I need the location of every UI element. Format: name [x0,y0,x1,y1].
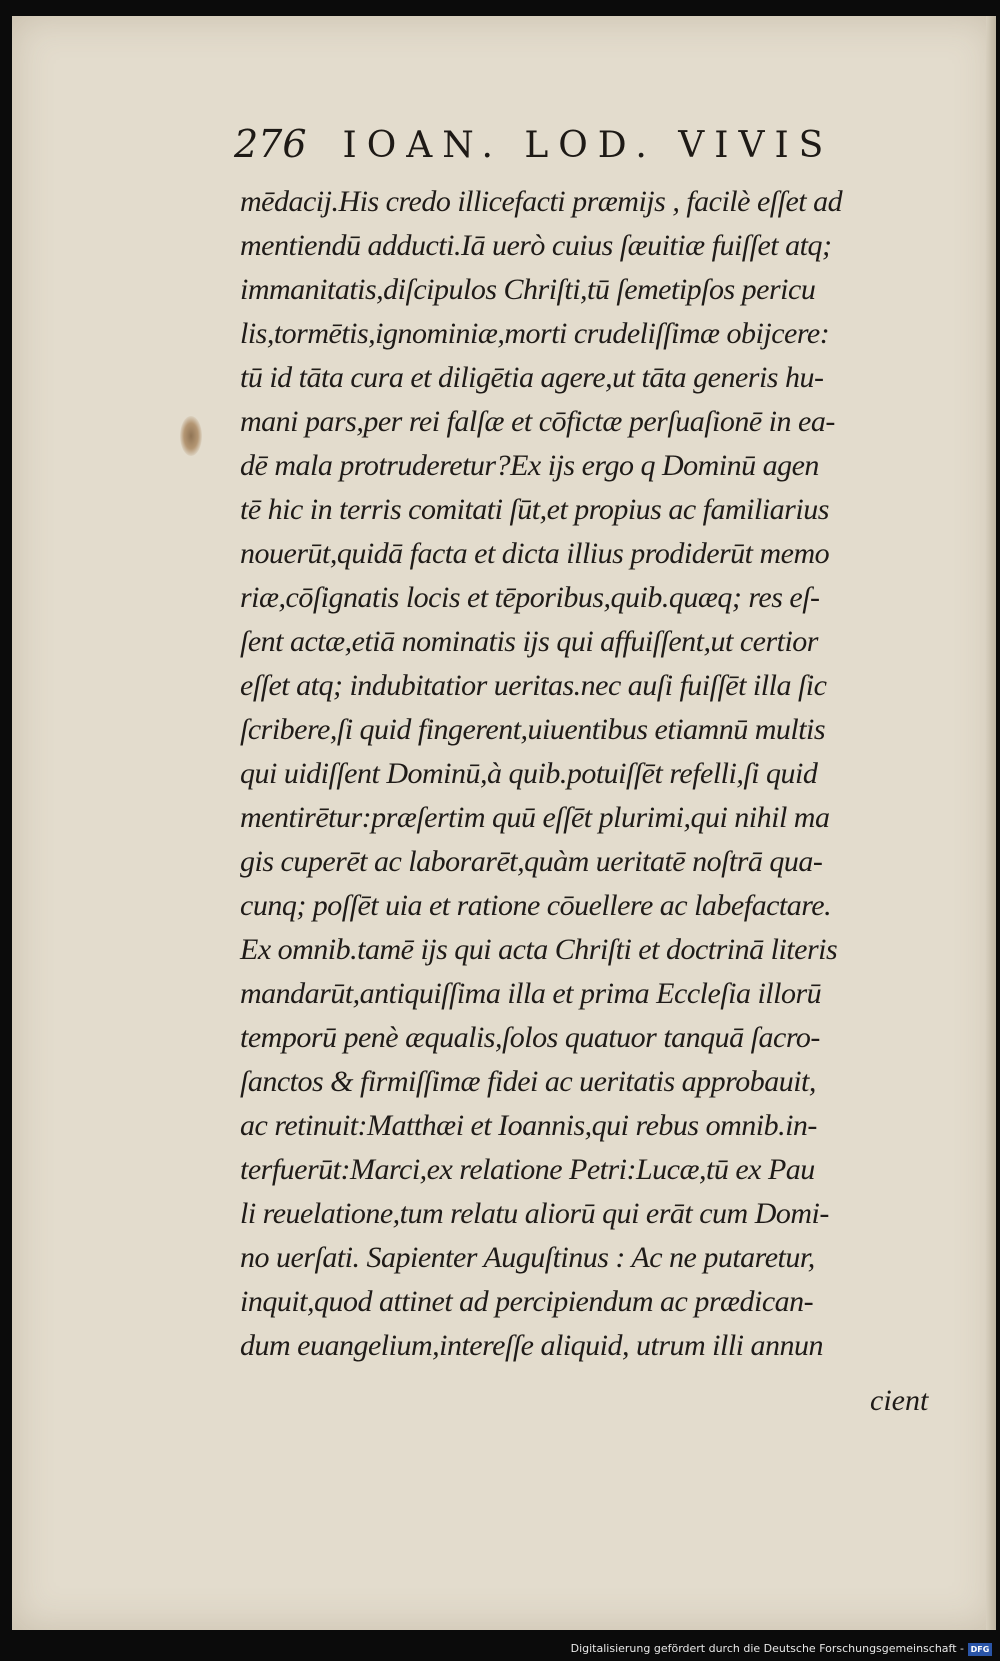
text-line: eſſet atq; indubitatior ueritas.nec auſi fuiſſēt illa ſic [240,669,827,702]
text-line: ſanctos & firmiſſimæ fidei ac ueritatis approbauit, [240,1065,816,1098]
text-line: mentirētur:præſertim quū eſſēt plurimi,qui nihil ma [240,801,830,834]
text-line: ac retinuit:Matthæi et Ioannis,qui rebus omnib.in- [240,1109,817,1142]
text-line: li reuelatione,tum relatu aliorū qui erāt cum Domi- [240,1197,829,1230]
page-edge [986,16,996,1630]
text-line: terfuerūt:Marci,ex relatione Petri:Lucæ,tū ex Pau [240,1153,815,1186]
text-line: mandarūt,antiquiſſima illa et prima Eccleſia illorū [240,977,822,1010]
text-line: no uerſati. Sapienter Auguſtinus : Ac ne putaretur, [240,1241,815,1274]
page-header [234,122,904,182]
text-line: mani pars,per rei falſæ et cōfictæ perſuaſionē in ea- [240,405,835,438]
text-line: lis,tormētis,ignominiæ,morti crudeliſſimæ obijcere: [240,317,830,350]
paper-stain [180,416,202,456]
text-line: tū id tāta cura et diligētia agere,ut tāta generis hu- [240,361,824,394]
text-line: inquit,quod attinet ad percipiendum ac prædican- [240,1285,814,1318]
text-line: temporū penè æqualis,ſolos quatuor tanquā ſacro- [240,1021,820,1054]
page-number: 276 [234,122,307,166]
text-line: qui uidiſſent Dominū,à quib.potuiſſēt refelli,ſi quid [240,757,818,790]
text-line: mentiendū adducti.Iā uerò cuius ſæuitiæ fuiſſet atq; [240,229,832,262]
text-line: Ex omnib.tamē ijs qui acta Chriſti et doctrinā literis [240,933,838,966]
text-line: cunq; poſſēt uia et ratione cōuellere ac labefactare. [240,889,832,922]
running-head: IOAN. LOD. VIVIS [342,125,834,166]
catchword: cient [870,1384,929,1417]
text-line: dum euangelium,intereſſe aliquid, utrum illi annun [240,1329,823,1362]
footer-bar [0,1630,1000,1661]
text-line: gis cuperēt ac laborarēt,quàm ueritatē noſtrā qua- [240,845,823,878]
text-line: immanitatis,diſcipulos Chriſti,tū ſemetipſos pericu [240,273,816,306]
dfg-logo-icon: DFG [968,1643,992,1656]
text-line: nouerūt,quidā facta et dicta illius prodiderūt memo [240,537,830,570]
text-line: dē mala protruderetur?Ex ijs ergo q Dominū agen [240,449,819,482]
text-line: mēdacij.His credo illicefacti præmijs , facilè eſſet ad [240,185,843,218]
text-line: tē hic in terris comitati ſūt,et propius ac familiarius [240,493,829,526]
book-page [12,16,996,1630]
text-line: ſcribere,ſi quid fingerent,uiuentibus etiamnū multis [240,713,826,746]
digitization-credit: Digitalisierung gefördert durch die Deutsche Forschungsgemeinschaft - [570,1642,964,1655]
text-line: riæ,cōſignatis locis et tēporibus,quib.quæq; res eſ- [240,581,820,614]
text-block [240,180,940,1368]
text-line: ſent actæ,etiā nominatis ijs qui affuiſſent,ut certior [240,625,818,658]
